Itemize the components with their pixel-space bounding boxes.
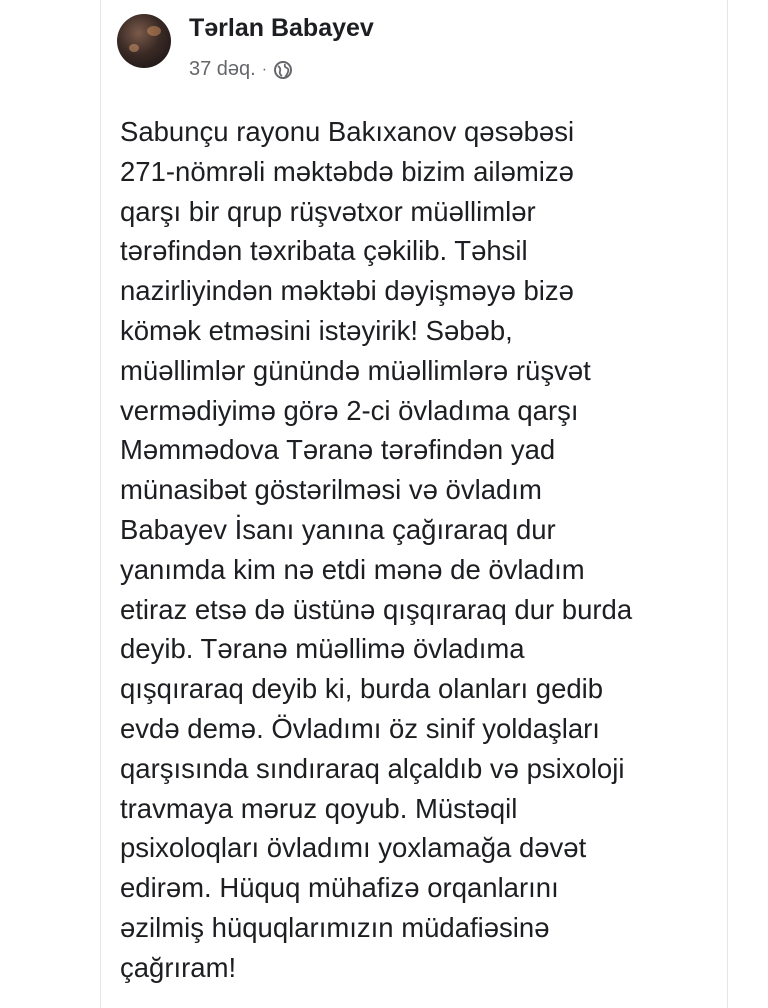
post-text-line: psixoloqları övladımı yoxlamağa dəvət <box>120 832 587 864</box>
post-card <box>100 0 728 1008</box>
post-header <box>117 6 717 86</box>
meta-separator: · <box>261 60 268 78</box>
post-text-line: tərəfindən təxribata çəkilib. Təhsil <box>120 235 528 267</box>
post-text-line: çağrıram! <box>120 951 237 983</box>
post-text-line: vermədiyimə görə 2-ci övladıma qarşı <box>120 394 579 426</box>
post-text-line: 271-nömrəli məktəbdə bizim ailəmizə <box>120 155 574 187</box>
post-text-line: qışqıraraq deyib ki, burda olanları gedib <box>120 673 604 705</box>
post-text-line: Sabunçu rayonu Bakıxanov qəsəbəsi <box>120 116 575 147</box>
post-text-line: yanımda kim nə etdi mənə de övladım <box>120 553 585 585</box>
post-text-line: etiraz etsə də üstünə qışqıraraq dur burda <box>120 593 633 625</box>
post-text-line: Babayev İsanı yanına çağıraraq dur <box>120 513 556 545</box>
avatar[interactable] <box>117 14 171 68</box>
post-text-line: deyib. Təranə müəllimə övladıma <box>120 633 525 665</box>
post-text-line: münasibət göstərilməsi və övladım <box>120 474 542 506</box>
globe-icon[interactable] <box>273 60 293 80</box>
author-name[interactable]: Tərlan Babayev <box>189 14 374 42</box>
post-text-line: kömək etməsini istəyirik! Səbəb, <box>120 314 513 346</box>
post-text-line: müəllimlər günündə müəllimlərə rüşvət <box>120 354 591 386</box>
post-text-line: qarşısında sındıraraq alçaldıb və psixoloji <box>120 752 625 784</box>
post-text <box>120 112 720 988</box>
post-text-line: nazirliyindən məktəbi dəyişməyə bizə <box>120 275 574 307</box>
post-text-line: travmaya məruz qoyub. Müstəqil <box>120 792 518 824</box>
post-meta <box>189 58 293 81</box>
post-text-line: Məmmədova Təranə tərəfindən yad <box>120 434 556 466</box>
post-text-line: evdə demə. Övladımı öz sinif yoldaşları <box>120 712 600 744</box>
post-text-line: qarşı bir qrup rüşvətxor müəllimlər <box>120 195 536 227</box>
post-timestamp[interactable]: 37 dəq. <box>189 58 256 80</box>
post-text-line: əzilmiş hüquqlarımızın müdafiəsinə <box>120 911 550 943</box>
post-text-line: edirəm. Hüquq mühafizə orqanlarını <box>120 872 559 904</box>
